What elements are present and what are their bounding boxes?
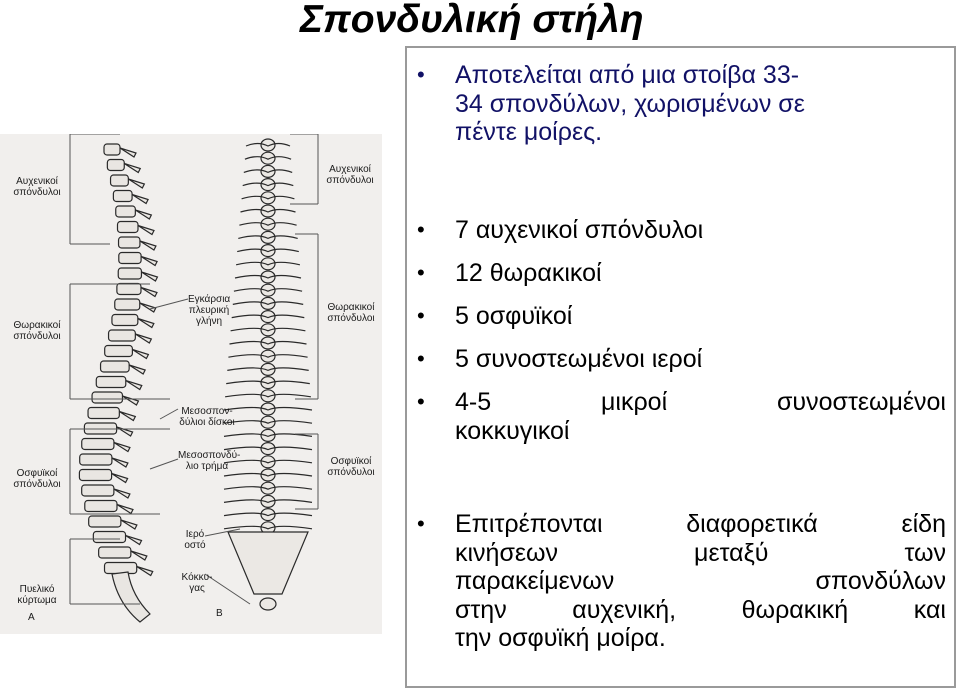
bullet-dot: • bbox=[417, 62, 425, 87]
bullet-line: 4-5 μικροί συνοστεωμένοι bbox=[455, 388, 946, 416]
label-costal-facet: Εγκάρσια πλευρική γλήνη bbox=[188, 294, 231, 327]
bullet-line: την οσφυϊκή μοίρα. bbox=[455, 624, 666, 652]
spinous-process bbox=[128, 179, 144, 188]
label-coccyx: Κόκκυ- γας bbox=[181, 572, 213, 594]
spinous-process bbox=[132, 195, 148, 204]
vertebra-posterior bbox=[261, 363, 275, 375]
spine-illustration bbox=[0, 134, 382, 634]
bullet-text: 5 συνοστεωμένοι ιεροί bbox=[455, 345, 703, 373]
vertebra-body bbox=[82, 439, 114, 450]
label-thoracic-left: Θωρακικοί σπόνδυλοι bbox=[13, 320, 61, 342]
vertebra-body bbox=[92, 392, 122, 403]
slide-title: Σπονδυλική στήλη bbox=[300, 0, 644, 41]
vertebra-posterior bbox=[261, 350, 275, 362]
content-box bbox=[405, 46, 956, 688]
vertebra-posterior bbox=[261, 205, 275, 217]
label-cervical-left: Αυχενικοί σπόνδυλοι bbox=[13, 176, 61, 198]
spinous-process bbox=[138, 319, 154, 328]
label-cervical-right: Αυχενικοί σπόνδυλοι bbox=[326, 164, 374, 186]
vertebra-posterior bbox=[261, 245, 275, 257]
vertebra-posterior bbox=[261, 152, 275, 164]
label-lumbar-left: Οσφυϊκοί σπόνδυλοι bbox=[13, 468, 61, 490]
vertebra-posterior bbox=[261, 192, 275, 204]
bullet-line: Αποτελείται από μια στοίβα 33- bbox=[455, 61, 800, 89]
label-pelvic-curve: Πυελικό κύρτωμα bbox=[17, 584, 57, 606]
spinous-process bbox=[117, 427, 133, 436]
vertebra-body bbox=[99, 547, 131, 558]
vertebra-body bbox=[89, 516, 121, 527]
vertebra-posterior bbox=[261, 311, 275, 323]
label-panel-a: A bbox=[28, 612, 35, 623]
label-intervertebral-foramen: Μεσοσπονδύ- λιο τρήμα bbox=[178, 450, 241, 472]
vertebra-posterior bbox=[261, 258, 275, 270]
vertebra-posterior bbox=[261, 337, 275, 349]
spinous-process bbox=[141, 257, 157, 266]
label-thoracic-right: Θωρακικοί σπόνδυλοι bbox=[327, 302, 375, 324]
vertebra-body bbox=[101, 361, 130, 372]
bullet-dot: • bbox=[417, 511, 425, 536]
vertebra-body bbox=[105, 563, 137, 574]
lateral-view-spine bbox=[79, 144, 157, 622]
spinous-process bbox=[112, 458, 128, 467]
spinous-process bbox=[119, 412, 135, 421]
spinous-process bbox=[124, 164, 140, 173]
bullet-line: παρακείμενων σπονδύλων bbox=[455, 567, 946, 595]
bullet-composition bbox=[417, 61, 946, 147]
vertebra-body bbox=[116, 206, 136, 217]
vertebra-body bbox=[117, 284, 141, 295]
vertebra-body bbox=[105, 346, 133, 357]
vertebra-posterior bbox=[261, 324, 275, 336]
bullet-dot: • bbox=[417, 389, 425, 414]
spinous-process bbox=[114, 443, 130, 452]
spinous-process bbox=[135, 210, 151, 219]
vertebra-body bbox=[113, 191, 132, 202]
bullet-text: 12 θωρακικοί bbox=[455, 259, 602, 287]
vertebra-body bbox=[115, 299, 140, 310]
spinous-process bbox=[132, 350, 148, 359]
bullet-text: 7 αυχενικοί σπόνδυλοι bbox=[455, 216, 704, 244]
spinous-process bbox=[138, 226, 154, 235]
sacrum-lateral bbox=[112, 572, 150, 622]
bullet-line: 34 σπονδύλων, χωρισμένων σε bbox=[455, 89, 805, 118]
spinous-process bbox=[117, 505, 133, 514]
spinous-process bbox=[141, 288, 157, 297]
vertebra-posterior bbox=[261, 218, 275, 230]
bullet-line: πέντε μοίρες. bbox=[455, 118, 603, 146]
bullet-text: 5 οσφυϊκοί bbox=[455, 302, 573, 330]
bullet-movements bbox=[417, 510, 946, 653]
bullet-dot: • bbox=[417, 217, 425, 242]
vertebra-body bbox=[112, 315, 138, 326]
vertebra-posterior bbox=[261, 165, 275, 177]
bullet-dot: • bbox=[417, 346, 425, 371]
spinous-process bbox=[121, 520, 137, 529]
spinous-process bbox=[129, 365, 145, 374]
bullet-line: στην αυχενική, θωρακική και bbox=[455, 595, 946, 624]
spinous-process bbox=[122, 396, 138, 405]
label-panel-b: B bbox=[216, 608, 223, 619]
spinous-process bbox=[126, 381, 142, 390]
vertebra-body bbox=[82, 485, 114, 496]
spinous-process bbox=[126, 536, 142, 545]
spinous-process bbox=[120, 148, 136, 157]
vertebra-body bbox=[119, 253, 141, 264]
bullet-thoracic bbox=[417, 259, 946, 288]
label-sacrum: Ιερό οστό bbox=[184, 529, 206, 551]
label-intervertebral-disc: Μεσοσπον- δύλιοι δίσκοι bbox=[179, 406, 235, 428]
spine-drawing bbox=[0, 134, 382, 634]
vertebra-body bbox=[117, 222, 138, 233]
vertebra-body bbox=[109, 330, 136, 341]
bullet-dot: • bbox=[417, 260, 425, 285]
bullet-line: κοκκυγικοί bbox=[455, 416, 570, 445]
bullet-coccygeal bbox=[417, 388, 946, 445]
vertebra-posterior bbox=[261, 139, 275, 151]
vertebra-posterior bbox=[261, 297, 275, 309]
posterior-view-spine bbox=[224, 139, 312, 610]
vertebra-body bbox=[85, 501, 117, 512]
vertebra-body bbox=[79, 470, 111, 481]
vertebra-body bbox=[96, 377, 126, 388]
vertebra-body bbox=[119, 237, 140, 248]
bullet-dot: • bbox=[417, 303, 425, 328]
spinous-process bbox=[114, 489, 130, 498]
bullet-lumbar bbox=[417, 302, 946, 331]
vertebra-body bbox=[88, 408, 119, 419]
vertebra-body bbox=[80, 454, 112, 465]
coccyx-posterior bbox=[260, 598, 276, 610]
sacrum-posterior bbox=[228, 532, 308, 594]
spinous-process bbox=[112, 474, 128, 483]
vertebra-body bbox=[93, 532, 125, 543]
vertebra-body bbox=[104, 144, 120, 155]
vertebra-posterior bbox=[261, 284, 275, 296]
vertebra-body bbox=[107, 160, 124, 171]
spinous-process bbox=[141, 272, 157, 281]
label-lumbar-right: Οσφυϊκοί σπόνδυλοι bbox=[327, 456, 375, 478]
spinous-process bbox=[135, 334, 151, 343]
vertebra-posterior bbox=[261, 179, 275, 191]
spinous-process bbox=[140, 303, 156, 312]
spinous-process bbox=[140, 241, 156, 250]
vertebra-posterior bbox=[261, 271, 275, 283]
vertebra-posterior bbox=[261, 231, 275, 243]
bullet-line: κινήσεων μεταξύ των bbox=[455, 538, 946, 567]
bullet-line: Επιτρέπονται διαφορετικά είδη bbox=[455, 510, 946, 538]
vertebra-body bbox=[111, 175, 129, 186]
bullet-sacral bbox=[417, 345, 946, 374]
bullet-cervical bbox=[417, 216, 946, 245]
vertebra-body bbox=[118, 268, 141, 279]
spinous-process bbox=[131, 551, 147, 560]
spinous-process bbox=[137, 567, 153, 576]
